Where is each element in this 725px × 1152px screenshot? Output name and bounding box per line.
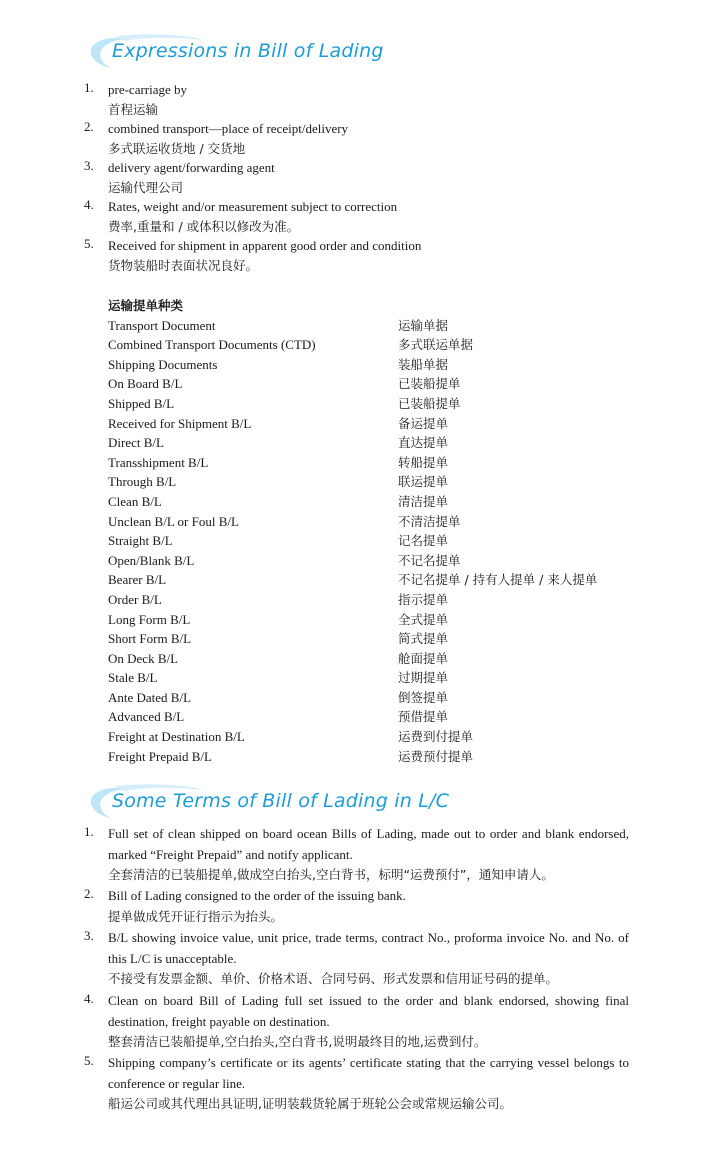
table-row xyxy=(108,551,668,571)
item-chinese: 费率,重量和 / 或体积以修改为准。 xyxy=(108,218,300,234)
item-number: 4. xyxy=(84,991,94,1006)
list-item xyxy=(84,236,421,275)
table-row xyxy=(108,590,668,610)
expressions-list xyxy=(84,80,421,275)
term-chinese: 过期提单 xyxy=(398,670,449,686)
item-english: Shipping company’s certificate or its agents’ certificate stating that the carrying vessel belongs to conference or regular line. xyxy=(108,1055,629,1091)
item-number: 5. xyxy=(84,236,94,251)
term-english: Long Form B/L xyxy=(108,611,191,627)
term-english: Stale B/L xyxy=(108,670,158,686)
term-chinese: 运费到付提单 xyxy=(398,729,474,745)
item-english: delivery agent/forwarding agent xyxy=(108,160,275,175)
item-chinese: 多式联运收货地 / 交货地 xyxy=(108,140,246,156)
table-row xyxy=(108,355,668,375)
item-chinese: 整套清洁已装船提单,空白抬头,空白背书,说明最终目的地,运费到付。 xyxy=(108,1034,487,1049)
item-number: 2. xyxy=(84,119,94,134)
section-heading-lc-terms xyxy=(85,782,485,822)
item-english: combined transport—place of receipt/delivery xyxy=(108,121,349,136)
item-chinese: 不接受有发票金额、单价、价格术语、合同号码、形式发票和信用证号码的提单。 xyxy=(108,971,559,986)
table-row xyxy=(108,472,668,492)
term-chinese: 直达提单 xyxy=(398,435,449,451)
table-row xyxy=(108,335,668,355)
item-number: 1. xyxy=(84,80,94,95)
term-chinese: 运输单据 xyxy=(398,317,449,333)
term-chinese: 不记名提单 xyxy=(398,552,461,568)
table-row xyxy=(108,747,668,767)
term-english: Order B/L xyxy=(108,591,162,607)
term-english: Advanced B/L xyxy=(108,709,185,725)
list-item xyxy=(84,197,421,236)
term-chinese: 简式提单 xyxy=(398,631,449,647)
term-english: Unclean B/L or Foul B/L xyxy=(108,513,239,529)
term-chinese: 不记名提单 / 持有人提单 / 来人提单 xyxy=(398,572,598,588)
item-english: Rates, weight and/or measurement subject to correction xyxy=(108,199,398,214)
table-row xyxy=(108,414,668,434)
lc-terms-list xyxy=(84,824,629,1115)
item-english: Full set of clean shipped on board ocean Bills of Lading, made out to order and blank endorsed, marked “Freight Prepaid” and notify applicant. xyxy=(108,826,629,862)
term-chinese: 不清洁提单 xyxy=(398,513,461,529)
term-english: On Deck B/L xyxy=(108,650,179,666)
term-chinese: 指示提单 xyxy=(398,591,449,607)
section-title: Some Terms of Bill of Lading in L/C xyxy=(112,790,450,812)
term-english: Direct B/L xyxy=(108,435,164,451)
table-row xyxy=(108,629,668,649)
term-english: Shipping Documents xyxy=(108,356,218,372)
item-english: Bill of Lading consigned to the order of the issuing bank. xyxy=(108,888,406,903)
item-chinese: 货物装船时表面状况良好。 xyxy=(108,257,259,273)
item-chinese: 运输代理公司 xyxy=(108,179,184,195)
table-row xyxy=(108,570,668,590)
table-row xyxy=(108,649,668,669)
term-english: Shipped B/L xyxy=(108,395,175,411)
item-chinese: 首程运输 xyxy=(108,101,159,117)
table-row xyxy=(108,316,668,336)
table-row xyxy=(108,707,668,727)
table-caption: 运输提单种类 xyxy=(108,298,184,313)
table-row xyxy=(108,374,668,394)
term-chinese: 备运提单 xyxy=(398,415,449,431)
item-english: pre-carriage by xyxy=(108,82,188,97)
table-row xyxy=(108,453,668,473)
term-english: Short Form B/L xyxy=(108,631,192,647)
item-english: Received for shipment in apparent good order and condition xyxy=(108,238,422,253)
list-item xyxy=(84,158,421,197)
term-english: Freight at Destination B/L xyxy=(108,729,245,745)
section-heading-expressions xyxy=(85,32,405,72)
term-english: Bearer B/L xyxy=(108,572,167,588)
item-number: 4. xyxy=(84,197,94,212)
table-row xyxy=(108,512,668,532)
item-number: 1. xyxy=(84,824,94,839)
term-english: Received for Shipment B/L xyxy=(108,415,252,431)
term-chinese: 已装船提单 xyxy=(398,395,461,411)
term-english: Straight B/L xyxy=(108,533,173,549)
list-item xyxy=(84,824,629,886)
item-number: 3. xyxy=(84,158,94,173)
term-chinese: 舱面提单 xyxy=(398,650,449,666)
term-english: Combined Transport Documents (CTD) xyxy=(108,337,316,353)
list-item xyxy=(84,928,629,991)
table-row xyxy=(108,394,668,414)
item-english: B/L showing invoice value, unit price, trade terms, contract No., proforma invoice No. and No. of this L/C is unacceptable. xyxy=(108,930,629,966)
item-chinese: 全套清洁的已装船提单,做成空白抬头,空白背书，标明“运费预付”，通知申请人。 xyxy=(108,867,554,882)
term-chinese: 预借提单 xyxy=(398,709,449,725)
bl-types-table xyxy=(108,296,668,766)
section-title: Expressions in Bill of Lading xyxy=(112,40,384,62)
list-item xyxy=(84,886,629,928)
list-item xyxy=(84,991,629,1053)
term-chinese: 转船提单 xyxy=(398,454,449,470)
term-english: Clean B/L xyxy=(108,493,162,509)
item-number: 5. xyxy=(84,1053,94,1068)
term-chinese: 装船单据 xyxy=(398,356,449,372)
term-english: Freight Prepaid B/L xyxy=(108,748,212,764)
term-chinese: 记名提单 xyxy=(398,533,449,549)
table-row xyxy=(108,610,668,630)
term-english: Transshipment B/L xyxy=(108,454,209,470)
list-item xyxy=(84,80,421,119)
item-number: 3. xyxy=(84,928,94,943)
term-chinese: 联运提单 xyxy=(398,474,449,490)
item-english: Clean on board Bill of Lading full set issued to the order and blank endorsed, showing final destination, freight payable on destination. xyxy=(108,993,629,1029)
table-row xyxy=(108,727,668,747)
item-number: 2. xyxy=(84,886,94,901)
table-row xyxy=(108,492,668,512)
term-chinese: 倒签提单 xyxy=(398,689,449,705)
item-chinese: 船运公司或其代理出具证明,证明装载货轮属于班轮公会或常规运输公司。 xyxy=(108,1096,512,1111)
list-item xyxy=(84,119,421,158)
table-row xyxy=(108,531,668,551)
table-row xyxy=(108,433,668,453)
term-english: Open/Blank B/L xyxy=(108,552,195,568)
list-item xyxy=(84,1053,629,1115)
term-english: Through B/L xyxy=(108,474,177,490)
term-chinese: 多式联运单据 xyxy=(398,337,474,353)
term-english: Ante Dated B/L xyxy=(108,689,192,705)
term-english: Transport Document xyxy=(108,317,216,333)
term-chinese: 运费预付提单 xyxy=(398,748,474,764)
table-row xyxy=(108,688,668,708)
term-chinese: 已装船提单 xyxy=(398,376,461,392)
term-english: On Board B/L xyxy=(108,376,183,392)
term-chinese: 全式提单 xyxy=(398,611,449,627)
table-row xyxy=(108,668,668,688)
term-chinese: 清洁提单 xyxy=(398,493,449,509)
item-chinese: 提单做成凭开证行指示为抬头。 xyxy=(108,908,284,924)
